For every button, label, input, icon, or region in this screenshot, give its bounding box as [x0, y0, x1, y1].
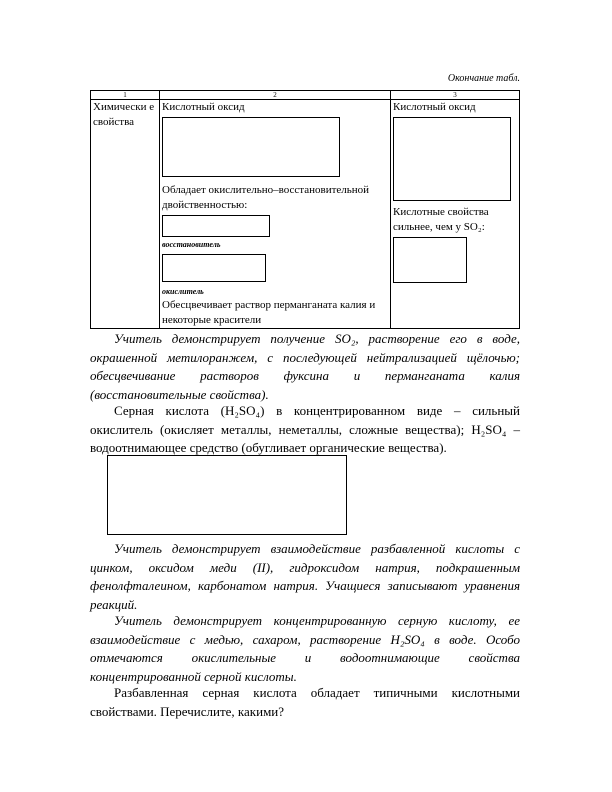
col3-cell	[391, 100, 520, 329]
properties-table	[90, 90, 520, 329]
paragraph-5: Разбавленная серная кислота обладает типичными кислотными свойствами. Перечислите, какими?	[90, 685, 520, 719]
col2-line3: Обесцвечивает раствор перманганата калия и некоторые красители	[162, 299, 376, 326]
col2-line2: Обладает окислительно–восстановительной двойственностью:	[162, 183, 370, 211]
answer-box[interactable]	[393, 117, 511, 201]
answer-box[interactable]	[162, 254, 266, 282]
header-col-1: 1	[91, 91, 160, 100]
col2-cell	[160, 100, 391, 329]
answer-box[interactable]	[107, 455, 347, 535]
paragraph-2: Серная кислота (H₂SO₄) в концентрированном виде – сильный окислитель (окисляет металлы, неметаллы, сложные вещества); H₂SO₄ – водоотнимающее средство (обугливает органические вещества).	[90, 403, 520, 455]
table-row	[91, 100, 520, 329]
col3-line2: Кислотные свойства сильнее, чем у SO₂:	[393, 205, 489, 233]
answer-box[interactable]	[393, 237, 467, 283]
col3-line1: Кислотный оксид	[393, 101, 476, 113]
label-reducer: восстановитель	[162, 239, 221, 249]
answer-box[interactable]	[162, 215, 270, 237]
table-caption: Окончание табл.	[447, 73, 520, 84]
label-oxidizer: окислитель	[162, 287, 204, 297]
paragraph-4: Учитель демонстрирует концентрированную серную кислоту, ее взаимодействие с медью, сахаром, растворение H₂SO₄ в воде. Особо отмечаются окислительные и водоотнимающие свойства концентрированной серной кислоты.	[90, 613, 520, 684]
header-col-3: 3	[391, 91, 520, 100]
paragraph-1: Учитель демонстрирует получение SO₂, растворение его в воде, окрашенной метилоранжем, с последующей нейтрализацией щёлочью; обесцвечивание растворов фуксина и перманганата калия (восстановительные свойства).	[90, 331, 520, 402]
table-header-row	[91, 91, 520, 100]
header-col-2: 2	[160, 91, 391, 100]
col2-line1: Кислотный оксид	[162, 101, 245, 113]
row-label: Химически е свойства	[91, 100, 160, 329]
answer-box[interactable]	[162, 117, 340, 177]
paragraph-3: Учитель демонстрирует взаимодействие разбавленной кислоты с цинком, оксидом меди (II), гидроксидом натрия, подкрашенным фенолфталеином, карбонатом натрия. Учащиеся записывают уравнения реакций.	[90, 541, 520, 612]
